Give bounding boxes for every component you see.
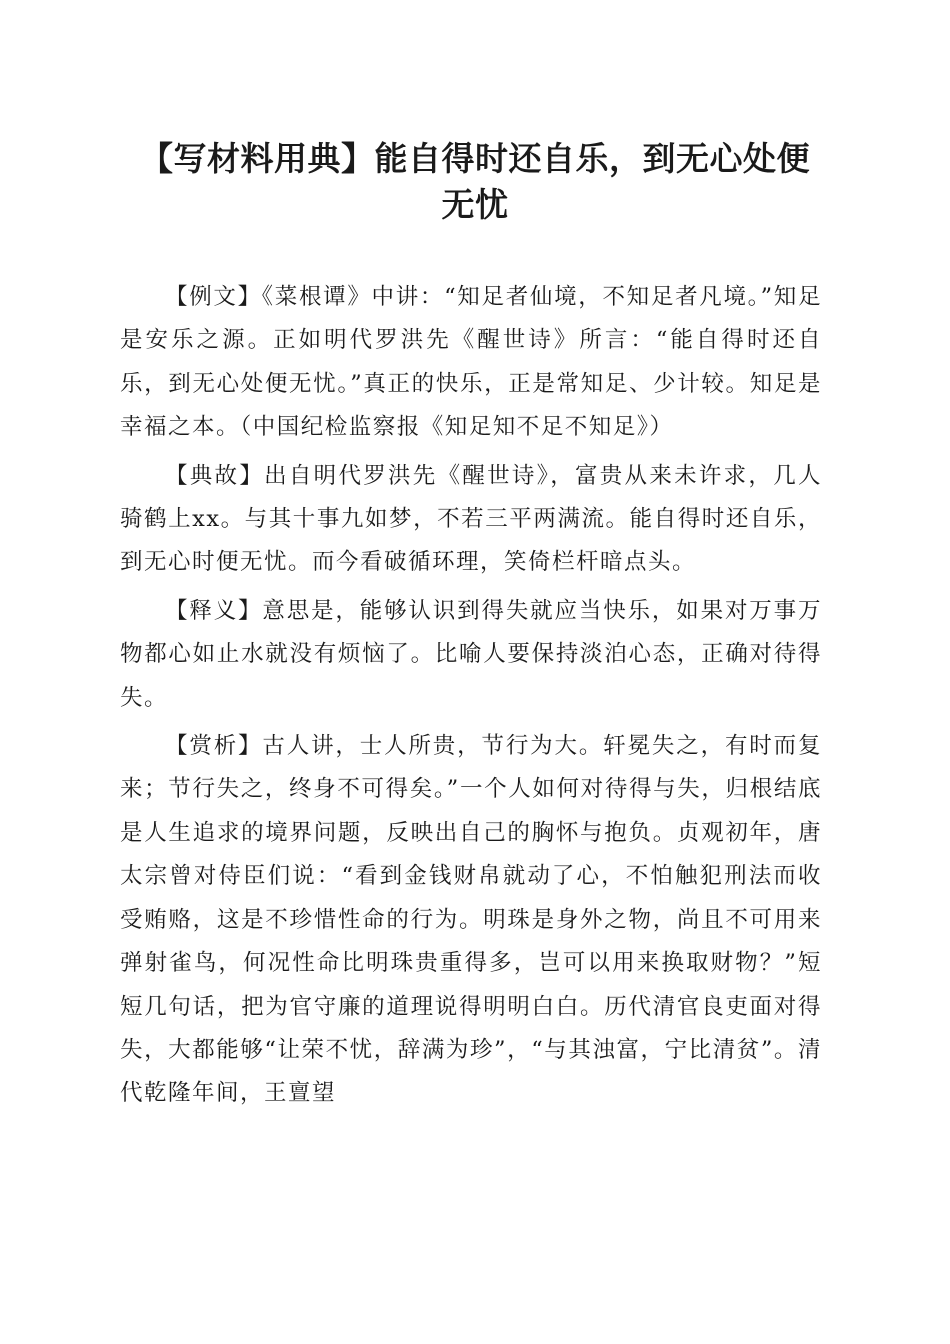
paragraph-tag: 【典故】 [165, 462, 265, 489]
paragraph-text: 古人讲，士人所贵，节行为大。轩冕失之，有时而复来；节行失之，终身不可得矣。”一个人如何对待得与失，归根结底是人生追求的境界问题，反映出自己的胸怀与抱负。贞观初年，唐太宗曾对侍臣们说：“看到金钱财帛就动了心，不怕触犯刑法而收受贿赂，这是不珍惜性命的行为。明珠是身外之物，尚且不可用来弹射雀鸟，何况性命比明珠贵重得多，岂可以用来换取财物？”短短几句话，把为官守廉的道理说得明明白白。历代清官良吏面对得失，大都能够“让荣不忧，辞满为珍”，“与其浊富，宁比清贫”。清代乾隆年间，王亶望 [120, 733, 822, 1107]
title-line-1: 【写材料用典】能自得时还自乐，到无心处便 [140, 139, 810, 178]
paragraph-text: 《菜根谭》中讲：“知足者仙境，不知足者凡境。”知足是安乐之源。正如明代罗洪先《醒世诗》所言：“能自得时还自乐，到无心处便无忧。”真正的快乐，正是常知足、少计较。知足是幸福之本。（中国纪检监察报《知足知不足不知足》） [120, 284, 822, 441]
paragraph-appreciation [120, 725, 822, 1116]
paragraph-tag: 【例文】 [165, 284, 262, 310]
paragraph-meaning [120, 590, 822, 720]
title-line-2: 无忧 [441, 185, 509, 224]
paragraph-text: 意思是，能够认识到得失就应当快乐，如果对万事万物都心如止水就没有烦恼了。比喻人要保持淡泊心态，正确对待得失。 [120, 597, 822, 711]
paragraph-tag: 【释义】 [165, 597, 263, 624]
document-title [110, 136, 840, 228]
paragraph-text: 出自明代罗洪先《醒世诗》，富贵从来未许求，几人骑鹤上xx。与其十事九如梦，不若三平两满流。能自得时还自乐，到无心时便无忧。而今看破循环理，笑倚栏杆暗点头。 [120, 462, 822, 576]
paragraph-example [120, 276, 822, 450]
paragraph-tag: 【赏析】 [165, 733, 263, 760]
paragraph-allusion [120, 455, 822, 585]
document-body [120, 276, 822, 1121]
